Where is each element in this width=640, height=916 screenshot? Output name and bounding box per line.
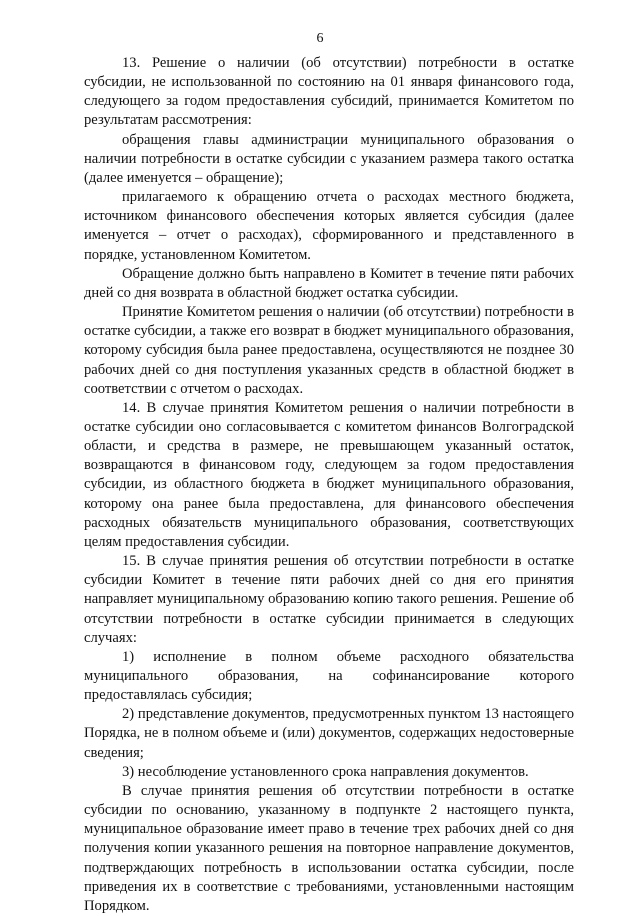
page-number: 6	[316, 31, 324, 46]
paragraph-15-case-2: 2) представление документов, предусмотренных пунктом 13 настоящего Порядка, не в полном объеме и (или) документов, содержащих недостоверные сведения;	[84, 706, 574, 761]
paragraph-15-case-3: 3) несоблюдение установленного срока направления документов.	[122, 763, 529, 780]
paragraph-15-case-1: 1) исполнение в полном объеме расходного обязательства муниципального образования, на софинансирование которого предоставлялась субсидия;	[84, 648, 574, 704]
paragraph-13-intro: 13. Решение о наличии (об отсутствии) потребности в остатке субсидии, не использованной по состоянию на 01 января финансового года, следующего за годом предоставления субсидий, принимается Комитетом по результатам рассмотрения:	[84, 55, 574, 129]
paragraph-report-item: прилагаемого к обращению отчета о расходах местного бюджета, источником финансового обеспечения которых является субсидия (далее именуется – отчет о расходах), сформированного и представленного в порядке, установленном Комитетом.	[84, 189, 574, 263]
paragraph-14: 14. В случае принятия Комитетом решения о наличии потребности в остатке субсидии оно согласовывается с комитетом финансов Волгоградской области, и средства в размере, не превышающем указанный остаток, возвращаются в финансовом году, следующем за годом предоставления субсидии, из областного бюджета в бюджет муниципального образования, которому она ранее была предоставлена, для финансового обеспечения расходных обязательств муниципального образования, соответствующих целям предоставления субсидии.	[84, 399, 574, 550]
paragraph-appeal-item: обращения главы администрации муниципального образования о наличии потребности в остатке субсидии с указанием размера такого остатка (далее именуется – обращение);	[84, 131, 574, 186]
paragraph-15-intro: 15. В случае принятия решения об отсутствии потребности в остатке субсидии Комитет в течение пяти рабочих дней со дня его принятия направляет муниципальному образованию копию такого решения. Решение об отсутствии потребности в остатке субсидии принимается в следующих случаях:	[84, 553, 574, 646]
paragraph-resubmission-right: В случае принятия решения об отсутствии потребности в остатке субсидии по основанию, указанному в подпункте 2 настоящего пункта, муниципальное образование имеет право в течение трех рабочих дней со дня получения копии указанного решения на повторное направление документов, подтверждающих потребность в использовании остатка субсидии, после приведения их в соответствие с требованиями, установленными настоящим Порядком.	[84, 782, 574, 914]
paragraph-appeal-deadline: Обращение должно быть направлено в Комитет в течение пяти рабочих дней со дня возврата в областной бюджет остатка субсидии.	[84, 265, 574, 301]
document-body	[84, 54, 574, 916]
paragraph-decision-deadline: Принятие Комитетом решения о наличии (об отсутствии) потребности в остатке субсидии, а также его возврат в бюджет муниципального образования, которому субсидия была ранее предоставлена, осуществляются не позднее 30 рабочих дней со дня поступления указанных средств в областной бюджет в соответствии с отчетом о расходах.	[84, 304, 574, 397]
